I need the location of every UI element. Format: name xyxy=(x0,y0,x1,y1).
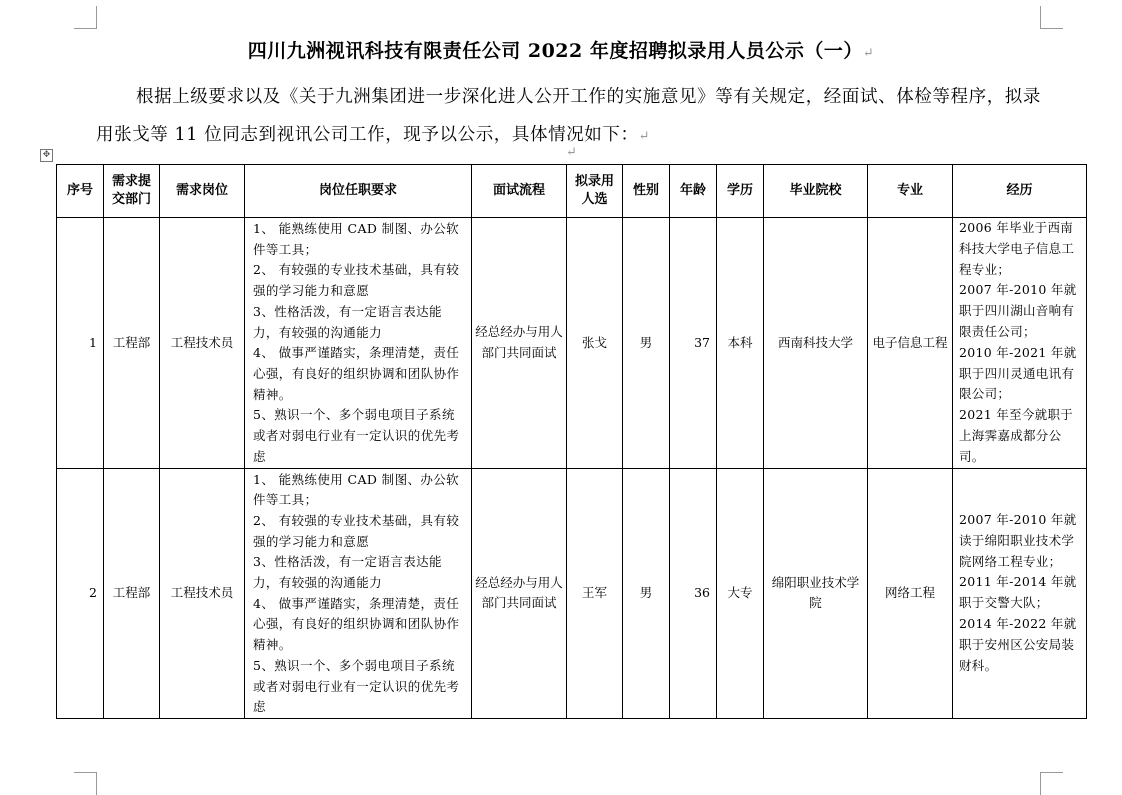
header-cell: 序号 xyxy=(57,165,104,218)
requirement-line: 5、熟识一个、多个弱电项目子系统或者对弱电行业有一定认识的优先考虑 xyxy=(253,657,460,715)
header-cell: 性别 xyxy=(623,165,670,218)
intro-paragraph: 根据上级要求以及《关于九洲集团进一步深化进人公开工作的实施意见》等有关规定，经面试、体检等程序，拟录用张戈等 11 位同志到视讯公司工作，现予以公示，具体情况如下：↵ xyxy=(96,87,1041,145)
cell-requirements xyxy=(245,218,472,469)
experience-line: 2011 年-2014 年就职于交警大队； xyxy=(959,574,1077,611)
header-cell: 专业 xyxy=(868,165,953,218)
header-cell: 经历 xyxy=(953,165,1087,218)
cell-major: 电子信息工程 xyxy=(868,218,953,469)
table-row xyxy=(57,218,1087,469)
cell-school: 西南科技大学 xyxy=(764,218,868,469)
cell-process: 经总经办与用人部门共同面试 xyxy=(472,468,567,718)
experience-line: 2014 年-2022 年就职于安州区公安局装财科。 xyxy=(959,616,1077,673)
cell-school: 绵阳职业技术学院 xyxy=(764,468,868,718)
cell-major: 网络工程 xyxy=(868,468,953,718)
cell-experience xyxy=(953,468,1087,718)
cell-education: 大专 xyxy=(717,468,764,718)
cell-position: 工程技术员 xyxy=(160,468,245,718)
experience-line: 2006 年毕业于西南科技大学电子信息工程专业； xyxy=(959,220,1075,277)
requirement-line: 1、 能熟练使用 CAD 制图、办公软件等工具； xyxy=(253,221,460,257)
experience-line: 2007 年-2010 年就职于四川湖山音响有限责任公司； xyxy=(959,282,1077,339)
paragraph-mark: ↵ xyxy=(566,145,577,160)
requirement-line: 1、 能熟练使用 CAD 制图、办公软件等工具； xyxy=(253,471,460,508)
cell-candidate: 张戈 xyxy=(567,218,623,469)
table-row xyxy=(57,468,1087,718)
header-cell: 面试流程 xyxy=(472,165,567,218)
candidates-table xyxy=(56,164,1087,719)
experience-line: 2021 年至今就职于上海霁嘉成都分公司。 xyxy=(959,407,1074,464)
header-cell: 需求岗位 xyxy=(160,165,245,218)
crop-mark-top-right xyxy=(1040,6,1063,29)
experience-line: 2010 年-2021 年就职于四川灵通电讯有限公司； xyxy=(959,344,1077,402)
cell-no: 2 xyxy=(57,468,104,718)
requirement-line: 3、性格活泼，有一定语言表达能力，有较强的沟通能力 xyxy=(253,554,442,591)
header-cell: 毕业院校 xyxy=(764,165,868,218)
cell-gender: 男 xyxy=(623,218,670,469)
header-cell: 学历 xyxy=(717,165,764,218)
requirement-line: 3、性格活泼，有一定语言表达能力，有较强的沟通能力 xyxy=(253,303,442,340)
table-move-handle-icon[interactable]: ✥ xyxy=(40,149,53,162)
experience-line: 2007 年-2010 年就读于绵阳职业技术学院网络工程专业； xyxy=(959,512,1077,569)
requirement-line: 2、 有较强的专业技术基础，具有较强的学习能力和意愿 xyxy=(253,262,460,299)
cell-experience xyxy=(953,218,1087,469)
requirement-line: 4、 做事严谨踏实，条理清楚，责任心强，有良好的组织协调和团队协作精神。 xyxy=(253,345,460,402)
cell-position: 工程技术员 xyxy=(160,218,245,469)
cell-gender: 男 xyxy=(623,468,670,718)
requirement-line: 4、 做事严谨踏实，条理清楚，责任心强，有良好的组织协调和团队协作精神。 xyxy=(253,595,460,653)
cell-dept: 工程部 xyxy=(104,468,160,718)
document-title: 四川九洲视讯科技有限责任公司 2022 年度招聘拟录用人员公示（一）↵ xyxy=(247,40,875,62)
requirement-line: 5、熟识一个、多个弱电项目子系统或者对弱电行业有一定认识的优先考虑 xyxy=(253,407,460,464)
cell-age: 37 xyxy=(670,218,717,469)
cell-dept: 工程部 xyxy=(104,218,160,469)
header-cell: 需求提交部门 xyxy=(104,165,160,218)
table-header-row xyxy=(57,165,1087,218)
cell-age: 36 xyxy=(670,468,717,718)
cell-process: 经总经办与用人部门共同面试 xyxy=(472,218,567,469)
header-cell: 年龄 xyxy=(670,165,717,218)
requirement-line: 2、 有较强的专业技术基础，具有较强的学习能力和意愿 xyxy=(253,512,460,549)
header-cell: 拟录用人选 xyxy=(567,165,623,218)
cell-no: 1 xyxy=(57,218,104,469)
cell-candidate: 王军 xyxy=(567,468,623,718)
crop-mark-top-left xyxy=(74,6,97,29)
cell-education: 本科 xyxy=(717,218,764,469)
cell-requirements xyxy=(245,468,472,718)
header-cell: 岗位任职要求 xyxy=(245,165,472,218)
